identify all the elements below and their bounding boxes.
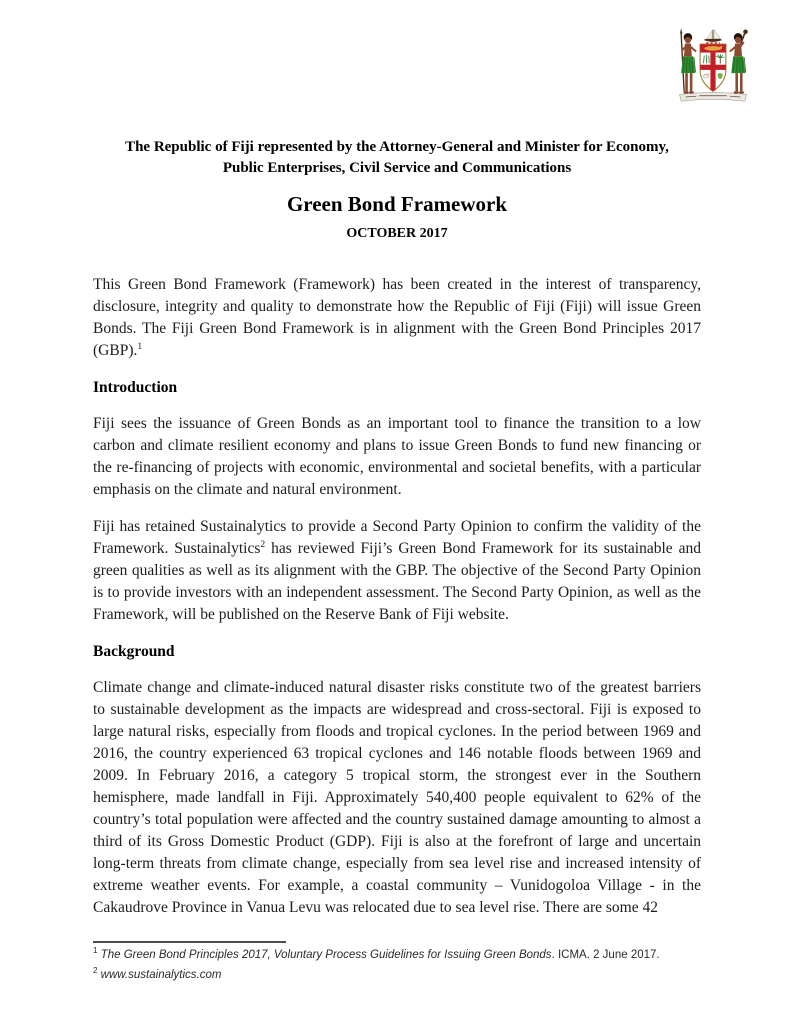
- section-heading-background: Background: [93, 643, 175, 660]
- document-content: [93, 0, 701, 983]
- document-title: Green Bond Framework: [286, 192, 508, 216]
- section-heading-introduction: Introduction: [93, 379, 178, 396]
- canoe-crest: [704, 29, 722, 42]
- background-paragraph-1: Climate change and climate-induced natural disaster risks constitute two of the greatest barriers to sustainable development as the impacts are widespread and cross-sectoral. Fiji is exposed to large natural risks, especially from floods and tropical cyclones. In the period between 1969 and 2016, the country experienced 63 tropical cyclones and 146 notable floods between 1969 and 2009. In February 2016, a category 5 tropical storm, the strongest ever in the Southern hemisphere, made landfall in Fiji. Approximately 540,400 people equivalent to 62% of the country’s total population were affected and the country sustained damage amounting to almost a third of its Gross Domestic Product (GDP). Fiji is also at the forefront of large and uncertain long-term threats from climate change, especially from sea level rise and increased intensity of extreme weather events. For example, a coastal community – Vunidogoloa Village - in the Cakaudrove Province in Vanua Levu was relocated due to sea level rise. There are some 42: [93, 679, 701, 916]
- right-warrior-supporter: [730, 29, 747, 93]
- org-title-line1: The Republic of Fiji represented by the Attorney-General and Minister for Economy,: [125, 139, 669, 155]
- footnote-1: $^1$ The Green Bond Principles 2017, Voluntary Process Guidelines for Issuing Green Bonds. ICMA. 2 June 2017.: [93, 946, 660, 961]
- footnote-2: $^2$ www.sustainalytics.com: [93, 966, 222, 981]
- shield: [700, 44, 726, 91]
- document-org-title: [93, 137, 701, 179]
- introduction-paragraph-2: Fiji has retained Sustainalytics to provide a Second Party Opinion to confirm the validity of the Framework. Sustainalytics$^2$ has reviewed Fiji’s Green Bond Framework for its sustainable and green qualities as well as its alignment with the GBP. The objective of the Second Party Opinion is to provide investors with an independent assessment. The Second Party Opinion, as well as the Framework, will be published on the Reserve Bank of Fiji website.: [93, 518, 702, 623]
- lead-paragraph: This Green Bond Framework (Framework) has been created in the interest of transparency, disclosure, integrity and quality to demonstrate how the Republic of Fiji (Fiji) will issue Green Bonds. The Fiji Green Bond Framework is in alignment with the Green Bond Principles 2017 (GBP).$^1$: [93, 276, 701, 359]
- introduction-paragraph-1: Fiji sees the issuance of Green Bonds as an important tool to finance the transition to a low carbon and climate resilient economy and plans to issue Green Bonds to fund new financing or the re-financing of projects with economic, environmental and societal benefits, with a particular emphasis on the climate and natural environment.: [93, 415, 701, 498]
- document-date: OCTOBER 2017: [346, 226, 448, 241]
- org-title-line2: Public Enterprises, Civil Service and Communications: [222, 160, 572, 176]
- footnote-separator: [93, 941, 286, 943]
